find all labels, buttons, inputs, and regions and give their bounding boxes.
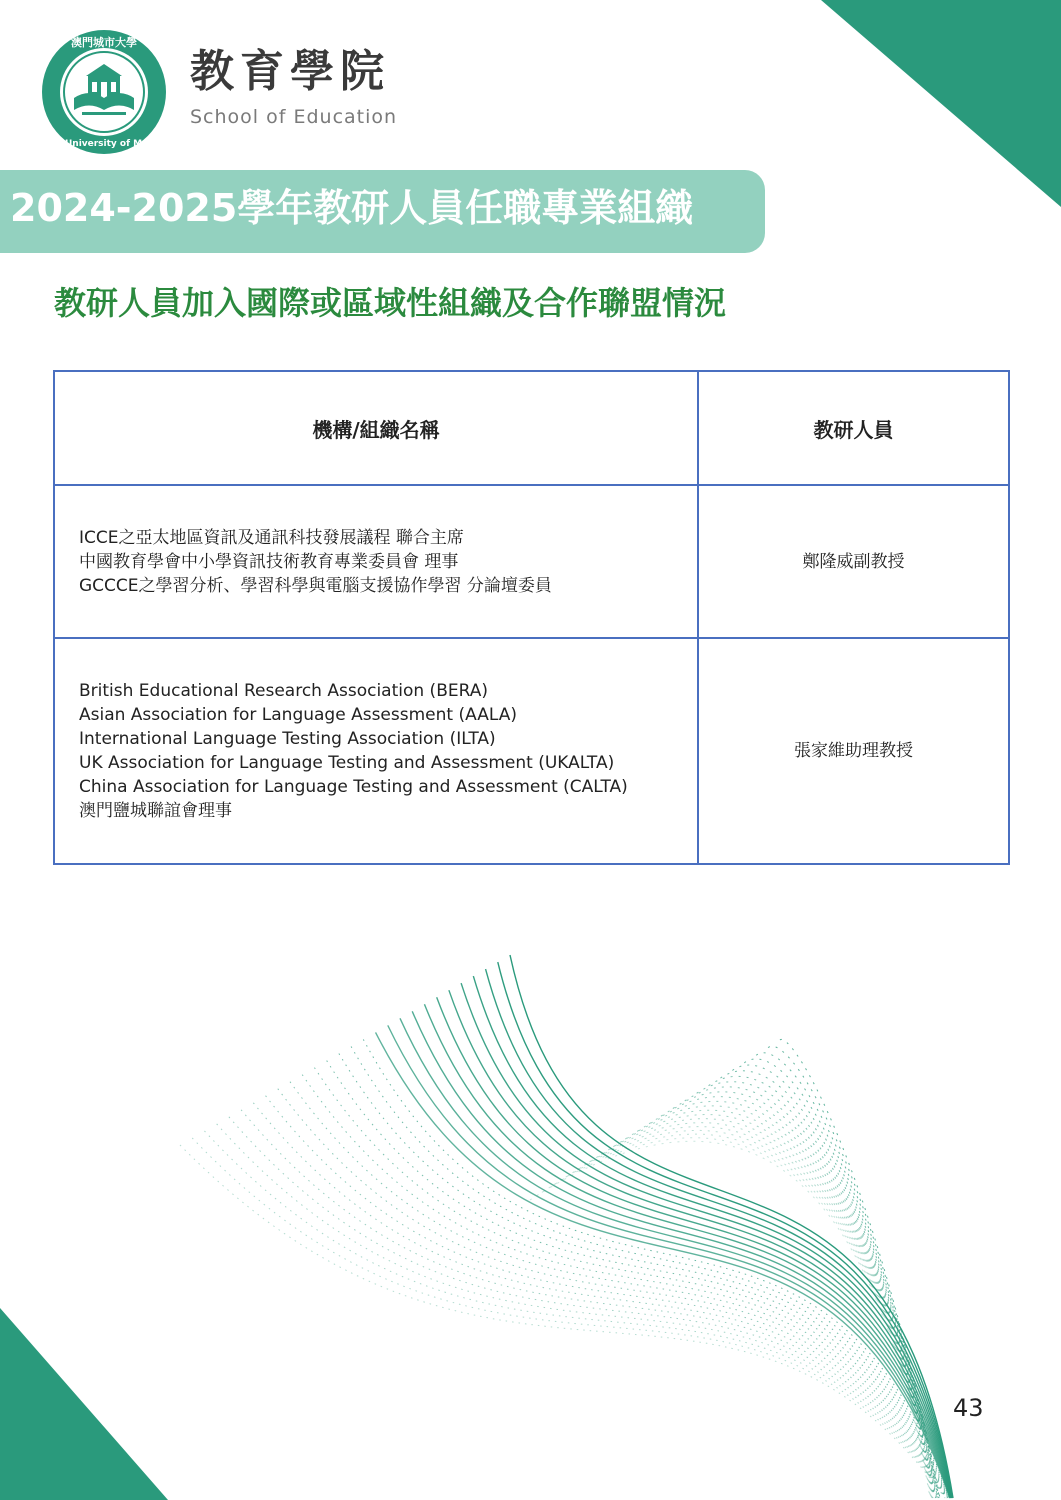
banner-title: 2024-2025學年教研人員任職專業組織 bbox=[10, 186, 694, 230]
wave-line-dotted bbox=[601, 1119, 932, 1498]
table-header-row bbox=[54, 371, 1009, 485]
organization-entry: 中國教育學會中小學資訊技術教育專業委員會 理事 bbox=[79, 551, 459, 572]
organizations-cell bbox=[54, 638, 698, 864]
section-subtitle: 教研人員加入國際或區域性組織及合作聯盟情況 bbox=[54, 284, 727, 322]
organization-entry: GCCCE之學習分析、學習科學與電腦支援協作學習 分論壇委員 bbox=[79, 575, 552, 596]
table-row bbox=[54, 638, 1009, 864]
header-member: 教研人員 bbox=[698, 371, 1009, 485]
member-name: 張家維助理教授 bbox=[698, 638, 1009, 864]
university-seal-logo bbox=[40, 28, 168, 156]
wave-line bbox=[351, 1046, 949, 1498]
wave-line-dotted bbox=[554, 1134, 931, 1498]
wave-line-dotted bbox=[732, 1065, 938, 1498]
wave-line-dotted bbox=[566, 1130, 932, 1498]
organization-entry: Asian Association for Language Assessment (AALA) bbox=[79, 705, 517, 725]
wave-line bbox=[486, 969, 953, 1498]
organization-entry: ICCE之亞太地區資訊及通訊科技發展議程 聯合主席 bbox=[79, 527, 464, 548]
wave-line bbox=[498, 962, 953, 1498]
page-number: 43 bbox=[953, 1394, 984, 1422]
decorative-wave-lines bbox=[170, 950, 970, 1500]
wave-line bbox=[290, 1082, 948, 1498]
wave-line bbox=[302, 1075, 948, 1498]
organization-entry: British Educational Research Association (BERA) bbox=[79, 681, 488, 701]
wave-line-dotted bbox=[756, 1053, 939, 1498]
school-name-en: School of Education bbox=[190, 106, 398, 128]
organizations-table bbox=[53, 370, 1010, 865]
header-organization: 機構/組織名稱 bbox=[54, 371, 698, 485]
wave-line-dotted bbox=[709, 1076, 938, 1498]
wave-line bbox=[473, 976, 952, 1498]
corner-decoration-top-right bbox=[821, 0, 1061, 207]
seal-lettering-en: City University of Macau bbox=[41, 139, 167, 149]
seal-lettering-zh: 澳門城市大學 bbox=[71, 36, 137, 49]
organization-entry: 澳門鹽城聯誼會理事 bbox=[79, 801, 232, 821]
wave-line bbox=[388, 1025, 950, 1498]
organization-entry: International Language Testing Association (ILTA) bbox=[79, 729, 496, 749]
wave-line bbox=[363, 1039, 949, 1498]
corner-decoration-bottom-left bbox=[0, 1308, 168, 1500]
wave-line bbox=[510, 955, 953, 1498]
organizations-cell bbox=[54, 485, 698, 638]
member-name: 鄭隆威副教授 bbox=[698, 485, 1009, 638]
table-row bbox=[54, 485, 1009, 638]
organization-entry: China Association for Language Testing and Assessment (CALTA) bbox=[79, 777, 628, 797]
organization-entry: UK Association for Language Testing and Assessment (UKALTA) bbox=[79, 753, 615, 773]
school-name-zh: 教育學院 bbox=[190, 46, 390, 97]
